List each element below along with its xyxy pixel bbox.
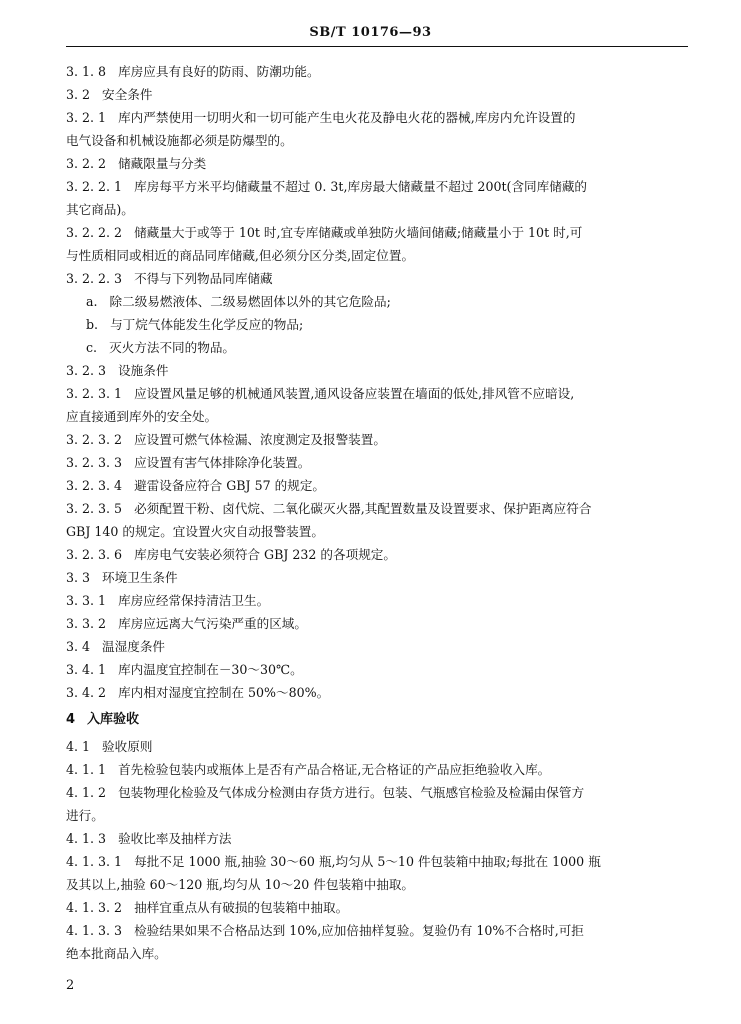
- clause-number: 4. 1. 3: [66, 831, 107, 846]
- clause-number: 4. 1. 3. 2: [66, 900, 123, 915]
- clause-3-2-3-5: [66, 497, 690, 520]
- clause-4-1-2-continued: [66, 804, 690, 827]
- page-number: 2: [66, 978, 75, 993]
- clause-text: 库内严禁使用一切明火和一切可能产生电火花及静电火花的器械,库房内允许设置的: [118, 110, 576, 125]
- document-body: [66, 60, 690, 965]
- clause-text: 应设置风量足够的机械通风装置,通风设备应装置在墙面的低处,排风管不应暗设,: [134, 386, 575, 401]
- clause-3-2-2-2: [66, 221, 690, 244]
- list-item-text: 与丁烷气体能发生化学反应的物品;: [110, 317, 304, 332]
- clause-number: 3. 4. 2: [66, 685, 107, 700]
- clause-3-2-3-4: [66, 474, 690, 497]
- header-rule: [66, 46, 688, 47]
- list-marker: c.: [86, 340, 98, 355]
- clause-4-1-3-1: [66, 850, 690, 873]
- clause-number: 3. 2. 2. 2: [66, 225, 123, 240]
- clause-3-2-3-2: [66, 428, 690, 451]
- clause-text: 库房电气安装必须符合 GBJ 232 的各项规定。: [134, 547, 396, 562]
- section-3-3-title: [66, 566, 690, 589]
- clause-4-1-3-3: [66, 919, 690, 942]
- clause-text: 应设置可燃气体检漏、浓度测定及报警装置。: [134, 432, 386, 447]
- clause-text: 验收原则: [102, 739, 153, 754]
- clause-text: 必须配置干粉、卤代烷、二氧化碳灭火器,其配置数量及设置要求、保护距离应符合: [134, 501, 592, 516]
- clause-3-3-2: [66, 612, 690, 635]
- clause-3-4-1: [66, 658, 690, 681]
- clause-number: 4. 1. 3. 3: [66, 923, 123, 938]
- clause-text: 库房每平方米平均储藏量不超过 0. 3t,库房最大储藏量不超过 200t(含同库储藏的: [134, 179, 588, 194]
- clause-3-2-1: [66, 106, 690, 129]
- clause-3-2-3-5-continued: [66, 520, 690, 543]
- clause-text: 储藏限量与分类: [118, 156, 207, 171]
- clause-number: 3. 2. 3. 3: [66, 455, 123, 470]
- clause-text: 储藏量大于或等于 10t 时,宜专库储藏或单独防火墙间储藏;储藏量小于 10t 时,可: [134, 225, 583, 240]
- clause-3-2-3-3: [66, 451, 690, 474]
- clause-text: 与性质相同或相近的商品同库储藏,但必须分区分类,固定位置。: [66, 248, 415, 263]
- section-3-2-2-title: [66, 152, 690, 175]
- clause-number: 3. 2. 3. 2: [66, 432, 123, 447]
- clause-number: 3. 3. 1: [66, 593, 107, 608]
- list-item-b: [66, 313, 690, 336]
- clause-3-2-2-1-continued: [66, 198, 690, 221]
- clause-3-2-3-1: [66, 382, 690, 405]
- section-4-1-title: [66, 735, 690, 758]
- list-marker: b.: [86, 317, 99, 332]
- clause-text: 库房应经常保持清洁卫生。: [118, 593, 270, 608]
- clause-number: 3. 3. 2: [66, 616, 107, 631]
- clause-text: GBJ 140 的规定。宜设置火灾自动报警装置。: [66, 524, 324, 539]
- clause-4-1-3-1-continued: [66, 873, 690, 896]
- chapter-number: 4: [66, 712, 76, 727]
- clause-number: 4. 1: [66, 739, 91, 754]
- clause-number: 3. 2. 2: [66, 156, 107, 171]
- clause-3-2-3-6: [66, 543, 690, 566]
- clause-3-2-2-1: [66, 175, 690, 198]
- clause-text: 验收比率及抽样方法: [118, 831, 232, 846]
- clause-3-4-2: [66, 681, 690, 704]
- clause-number: 3. 2. 3. 1: [66, 386, 123, 401]
- clause-number: 3. 2. 3. 4: [66, 478, 123, 493]
- clause-text: 首先检验包装内或瓶体上是否有产品合格证,无合格证的产品应拒绝验收入库。: [118, 762, 551, 777]
- clause-number: 4. 1. 2: [66, 785, 107, 800]
- clause-number: 3. 4. 1: [66, 662, 107, 677]
- clause-text: 库内温度宜控制在－30～30℃。: [118, 662, 303, 677]
- section-3-4-title: [66, 635, 690, 658]
- section-3-2-3-title: [66, 359, 690, 382]
- clause-4-1-1: [66, 758, 690, 781]
- clause-text: 设施条件: [118, 363, 169, 378]
- clause-text: 其它商品)。: [66, 202, 134, 217]
- list-marker: a.: [86, 294, 98, 309]
- clause-number: 3. 3: [66, 570, 91, 585]
- list-item-c: [66, 336, 690, 359]
- clause-text: 温湿度条件: [102, 639, 166, 654]
- clause-text: 进行。: [66, 808, 104, 823]
- clause-number: 3. 2. 3. 6: [66, 547, 123, 562]
- clause-number: 3. 2. 2. 1: [66, 179, 123, 194]
- clause-number: 3. 2. 3: [66, 363, 107, 378]
- clause-text: 包装物理化检验及气体成分检测由存货方进行。包装、气瓶感官检验及检漏由保管方: [118, 785, 585, 800]
- clause-3-1-8: [66, 60, 690, 83]
- list-item-a: [66, 290, 690, 313]
- clause-text: 安全条件: [102, 87, 153, 102]
- clause-4-1-3-3-continued: [66, 942, 690, 965]
- clause-3-2-1-continued: [66, 129, 690, 152]
- list-item-text: 灭火方法不同的物品。: [109, 340, 235, 355]
- clause-text: 每批不足 1000 瓶,抽验 30～60 瓶,均匀从 5～10 件包装箱中抽取;每批在 1000 瓶: [134, 854, 601, 869]
- clause-number: 3. 4: [66, 639, 91, 654]
- chapter-4-heading: [66, 708, 690, 731]
- clause-number: 4. 1. 3. 1: [66, 854, 123, 869]
- clause-number: 3. 2: [66, 87, 91, 102]
- clause-text: 不得与下列物品同库储藏: [134, 271, 273, 286]
- clause-text: 应设置有害气体排除净化装置。: [134, 455, 311, 470]
- clause-text: 电气设备和机械设施都必须是防爆型的。: [66, 133, 293, 148]
- clause-text: 环境卫生条件: [102, 570, 178, 585]
- section-4-1-3-title: [66, 827, 690, 850]
- section-3-2-title: [66, 83, 690, 106]
- clause-text: 及其以上,抽验 60～120 瓶,均匀从 10～20 件包装箱中抽取。: [66, 877, 415, 892]
- clause-3-2-3-1-continued: [66, 405, 690, 428]
- clause-text: 抽样宜重点从有破损的包装箱中抽取。: [134, 900, 349, 915]
- clause-3-2-2-3: [66, 267, 690, 290]
- clause-number: 3. 1. 8: [66, 64, 107, 79]
- clause-3-3-1: [66, 589, 690, 612]
- clause-4-1-3-2: [66, 896, 690, 919]
- clause-text: 应直接通到库外的安全处。: [66, 409, 218, 424]
- clause-number: 3. 2. 2. 3: [66, 271, 123, 286]
- clause-text: 检验结果如果不合格品达到 10%,应加倍抽样复验。复验仍有 10%不合格时,可拒: [134, 923, 584, 938]
- clause-number: 3. 2. 1: [66, 110, 107, 125]
- clause-3-2-2-2-continued: [66, 244, 690, 267]
- clause-text: 库房应具有良好的防雨、防潮功能。: [118, 64, 320, 79]
- clause-text: 绝本批商品入库。: [66, 946, 167, 961]
- clause-text: 避雷设备应符合 GBJ 57 的规定。: [134, 478, 326, 493]
- chapter-title: 入库验收: [87, 712, 140, 727]
- clause-number: 3. 2. 3. 5: [66, 501, 123, 516]
- clause-number: 4. 1. 1: [66, 762, 107, 777]
- clause-text: 库房应远离大气污染严重的区域。: [118, 616, 307, 631]
- clause-4-1-2: [66, 781, 690, 804]
- list-item-text: 除二级易燃液体、二级易燃固体以外的其它危险品;: [109, 294, 391, 309]
- clause-text: 库内相对湿度宜控制在 50%～80%。: [118, 685, 330, 700]
- document-code-header: SB/T 10176—93: [309, 25, 432, 40]
